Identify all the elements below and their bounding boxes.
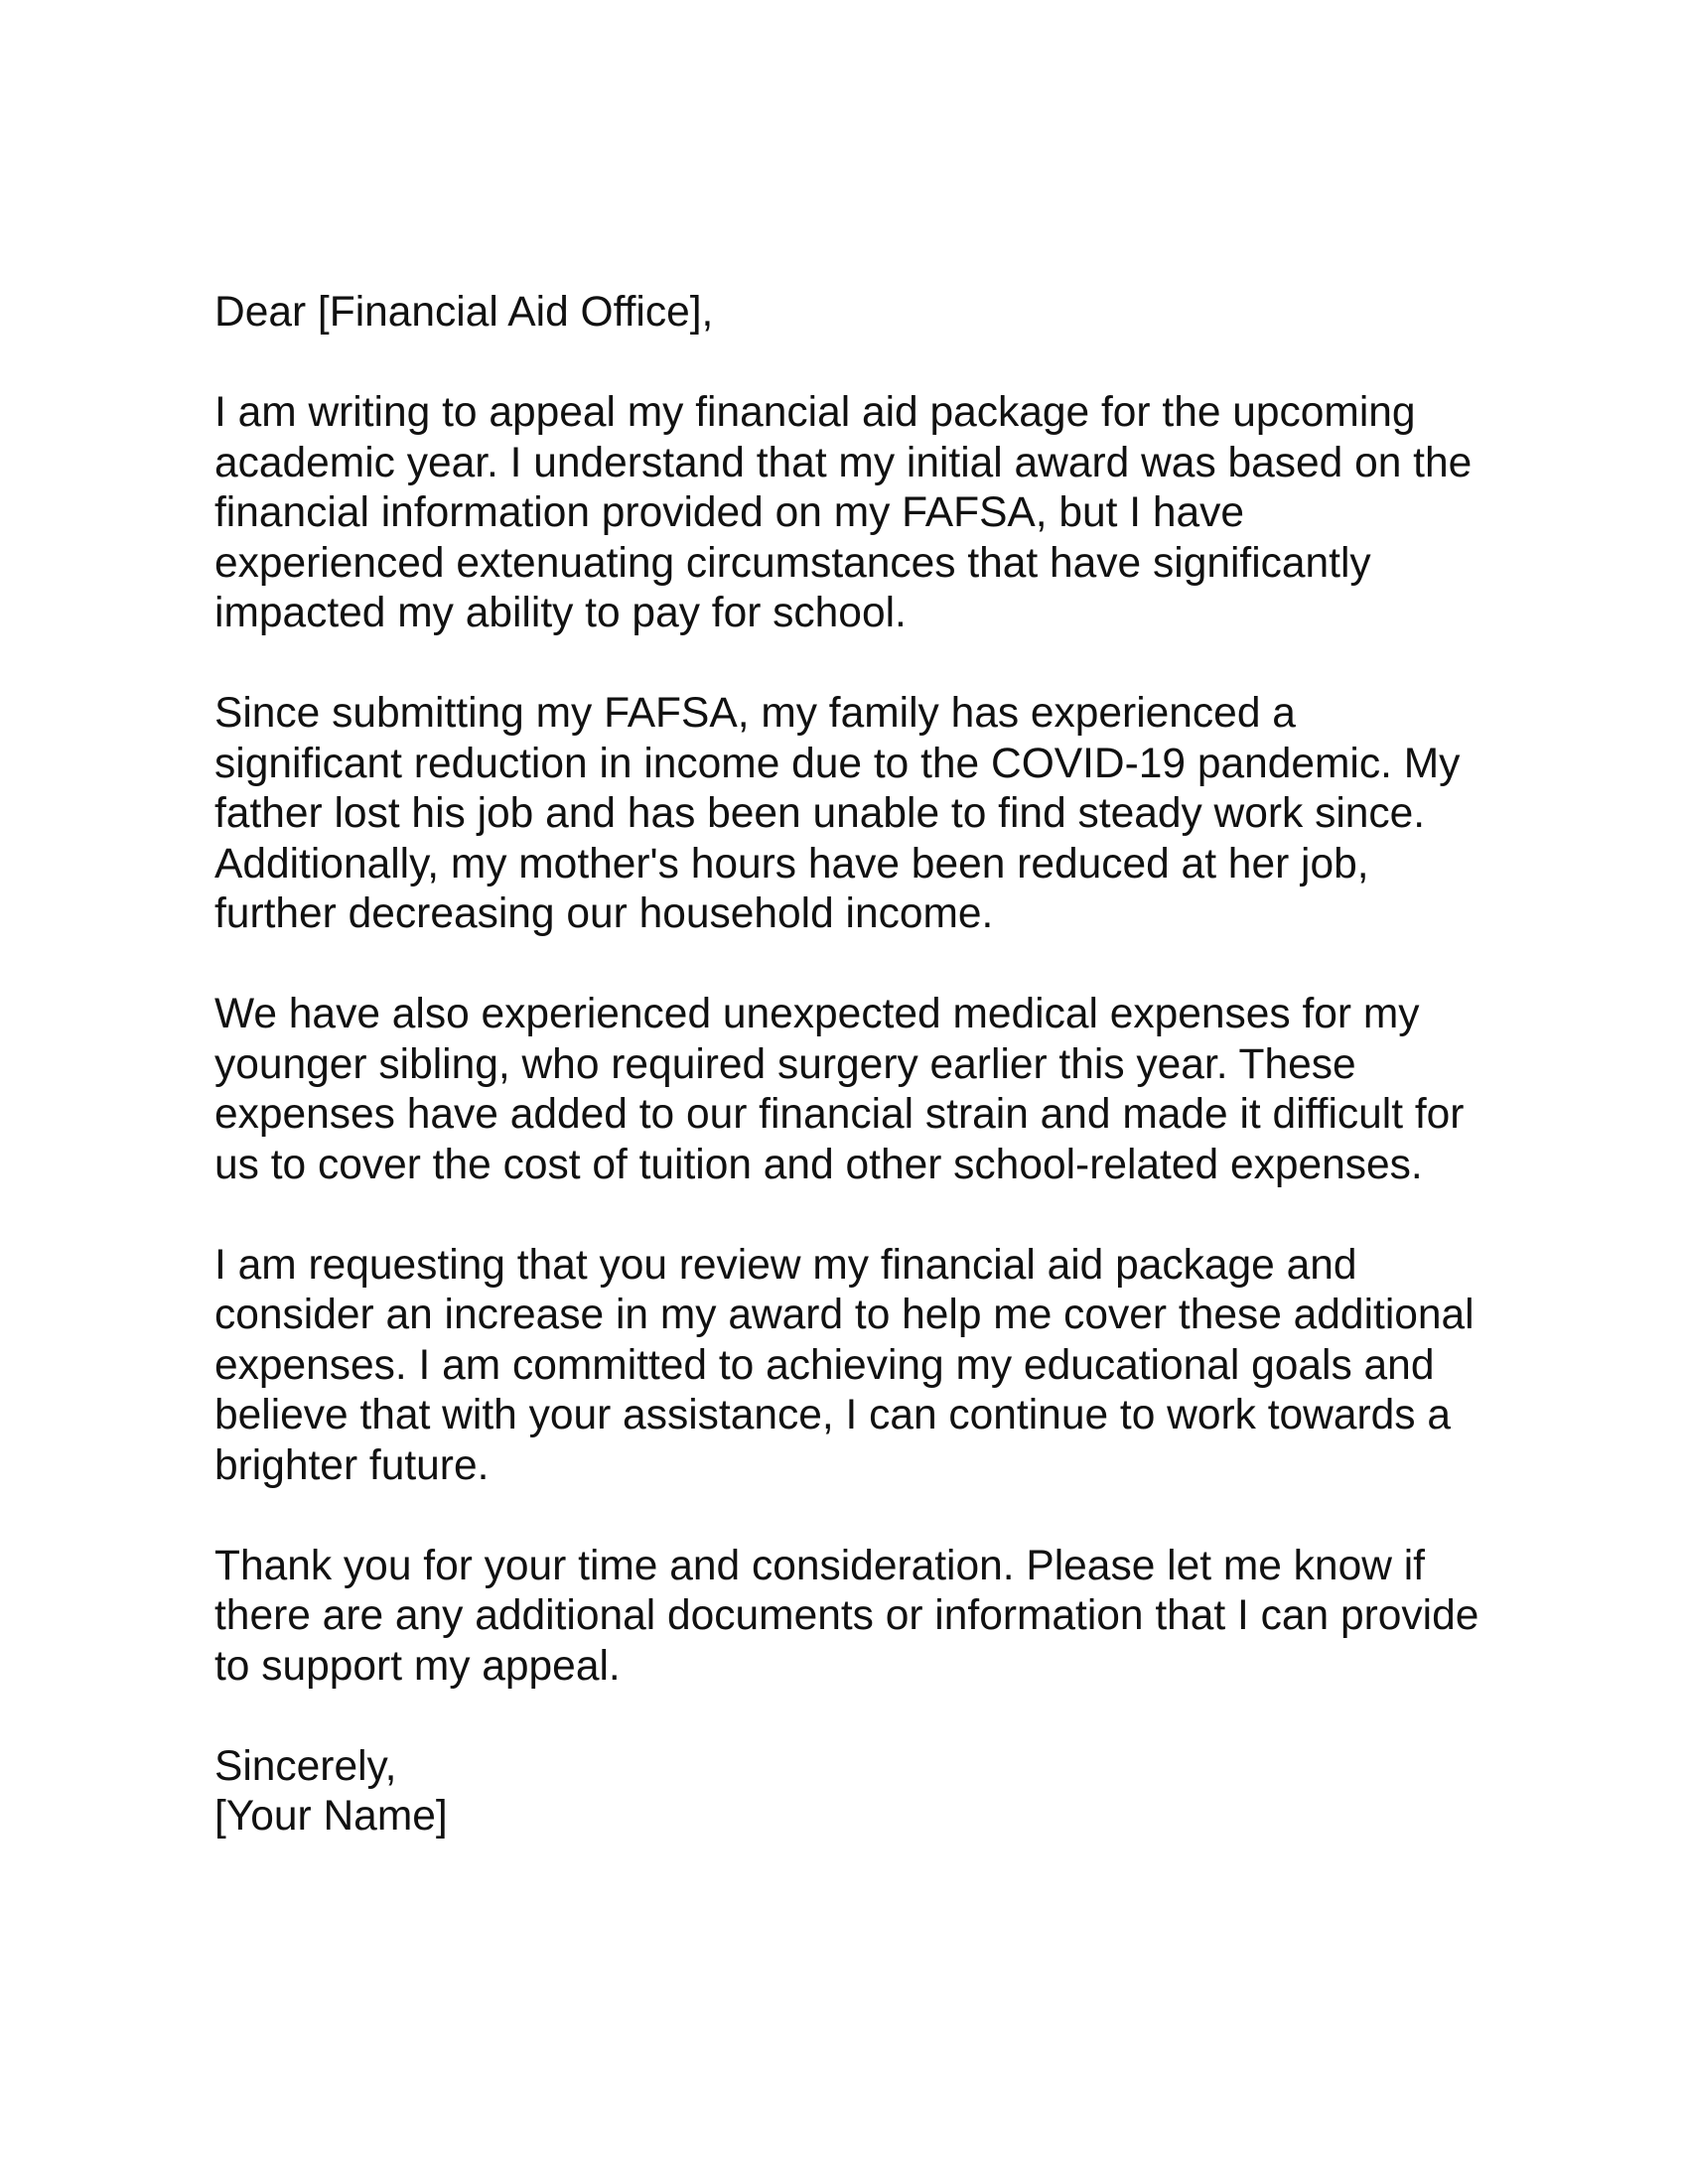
paragraph-gap (214, 1692, 1535, 1742)
paragraph-appeal-intro (214, 388, 1535, 639)
paragraph-line: expenses have added to our financial strain and made it difficult for (214, 1091, 1465, 1138)
paragraph-line: impacted my ability to pay for school. (214, 590, 907, 636)
paragraph-line: further decreasing our household income. (214, 890, 994, 937)
paragraph-line: I am writing to appeal my financial aid package for the upcoming (214, 389, 1416, 436)
closing: Sincerely, (214, 1742, 397, 1790)
letter-body (214, 288, 1535, 1843)
paragraph-gap (214, 1190, 1535, 1241)
salutation: Dear [Financial Aid Office], (214, 289, 714, 336)
paragraph-line: Thank you for your time and consideration. Please let me know if (214, 1542, 1425, 1589)
paragraph-line: academic year. I understand that my initial award was based on the (214, 439, 1473, 486)
paragraph-gap (214, 339, 1535, 389)
paragraph-line: significant reduction in income due to the COVID-19 pandemic. My (214, 740, 1461, 787)
paragraph-line: financial information provided on my FAFSA, but I have (214, 489, 1245, 536)
paragraph-line: younger sibling, who required surgery earlier this year. These (214, 1040, 1356, 1088)
paragraph-line: consider an increase in my award to help me cover these additional (214, 1292, 1475, 1338)
paragraph-income-reduction (214, 689, 1535, 940)
paragraph-gap (214, 639, 1535, 690)
paragraph-request (214, 1241, 1535, 1492)
paragraph-line: there are any additional documents or information that I can provide (214, 1592, 1479, 1639)
paragraph-line: believe that with your assistance, I can continue to work towards a (214, 1392, 1451, 1438)
paragraph-line: father lost his job and has been unable to find steady work since. (214, 790, 1426, 837)
signature-placeholder: [Your Name] (214, 1793, 448, 1840)
paragraph-line: brighter future. (214, 1441, 490, 1489)
paragraph-medical-expenses (214, 990, 1535, 1190)
paragraph-line: We have also experienced unexpected medical expenses for my (214, 991, 1420, 1037)
paragraph-line: Since submitting my FAFSA, my family has experienced a (214, 690, 1296, 737)
paragraph-line: expenses. I am committed to achieving my educational goals and (214, 1341, 1435, 1389)
paragraph-gap (214, 1491, 1535, 1542)
paragraph-line: us to cover the cost of tuition and other school-related expenses. (214, 1141, 1423, 1188)
paragraph-line: Additionally, my mother's hours have been reduced at her job, (214, 840, 1369, 887)
paragraph-gap (214, 940, 1535, 991)
paragraph-thanks (214, 1542, 1535, 1693)
paragraph-line: I am requesting that you review my financial aid package and (214, 1241, 1357, 1289)
paragraph-line: experienced extenuating circumstances that have significantly (214, 539, 1371, 587)
paragraph-line: to support my appeal. (214, 1642, 621, 1690)
